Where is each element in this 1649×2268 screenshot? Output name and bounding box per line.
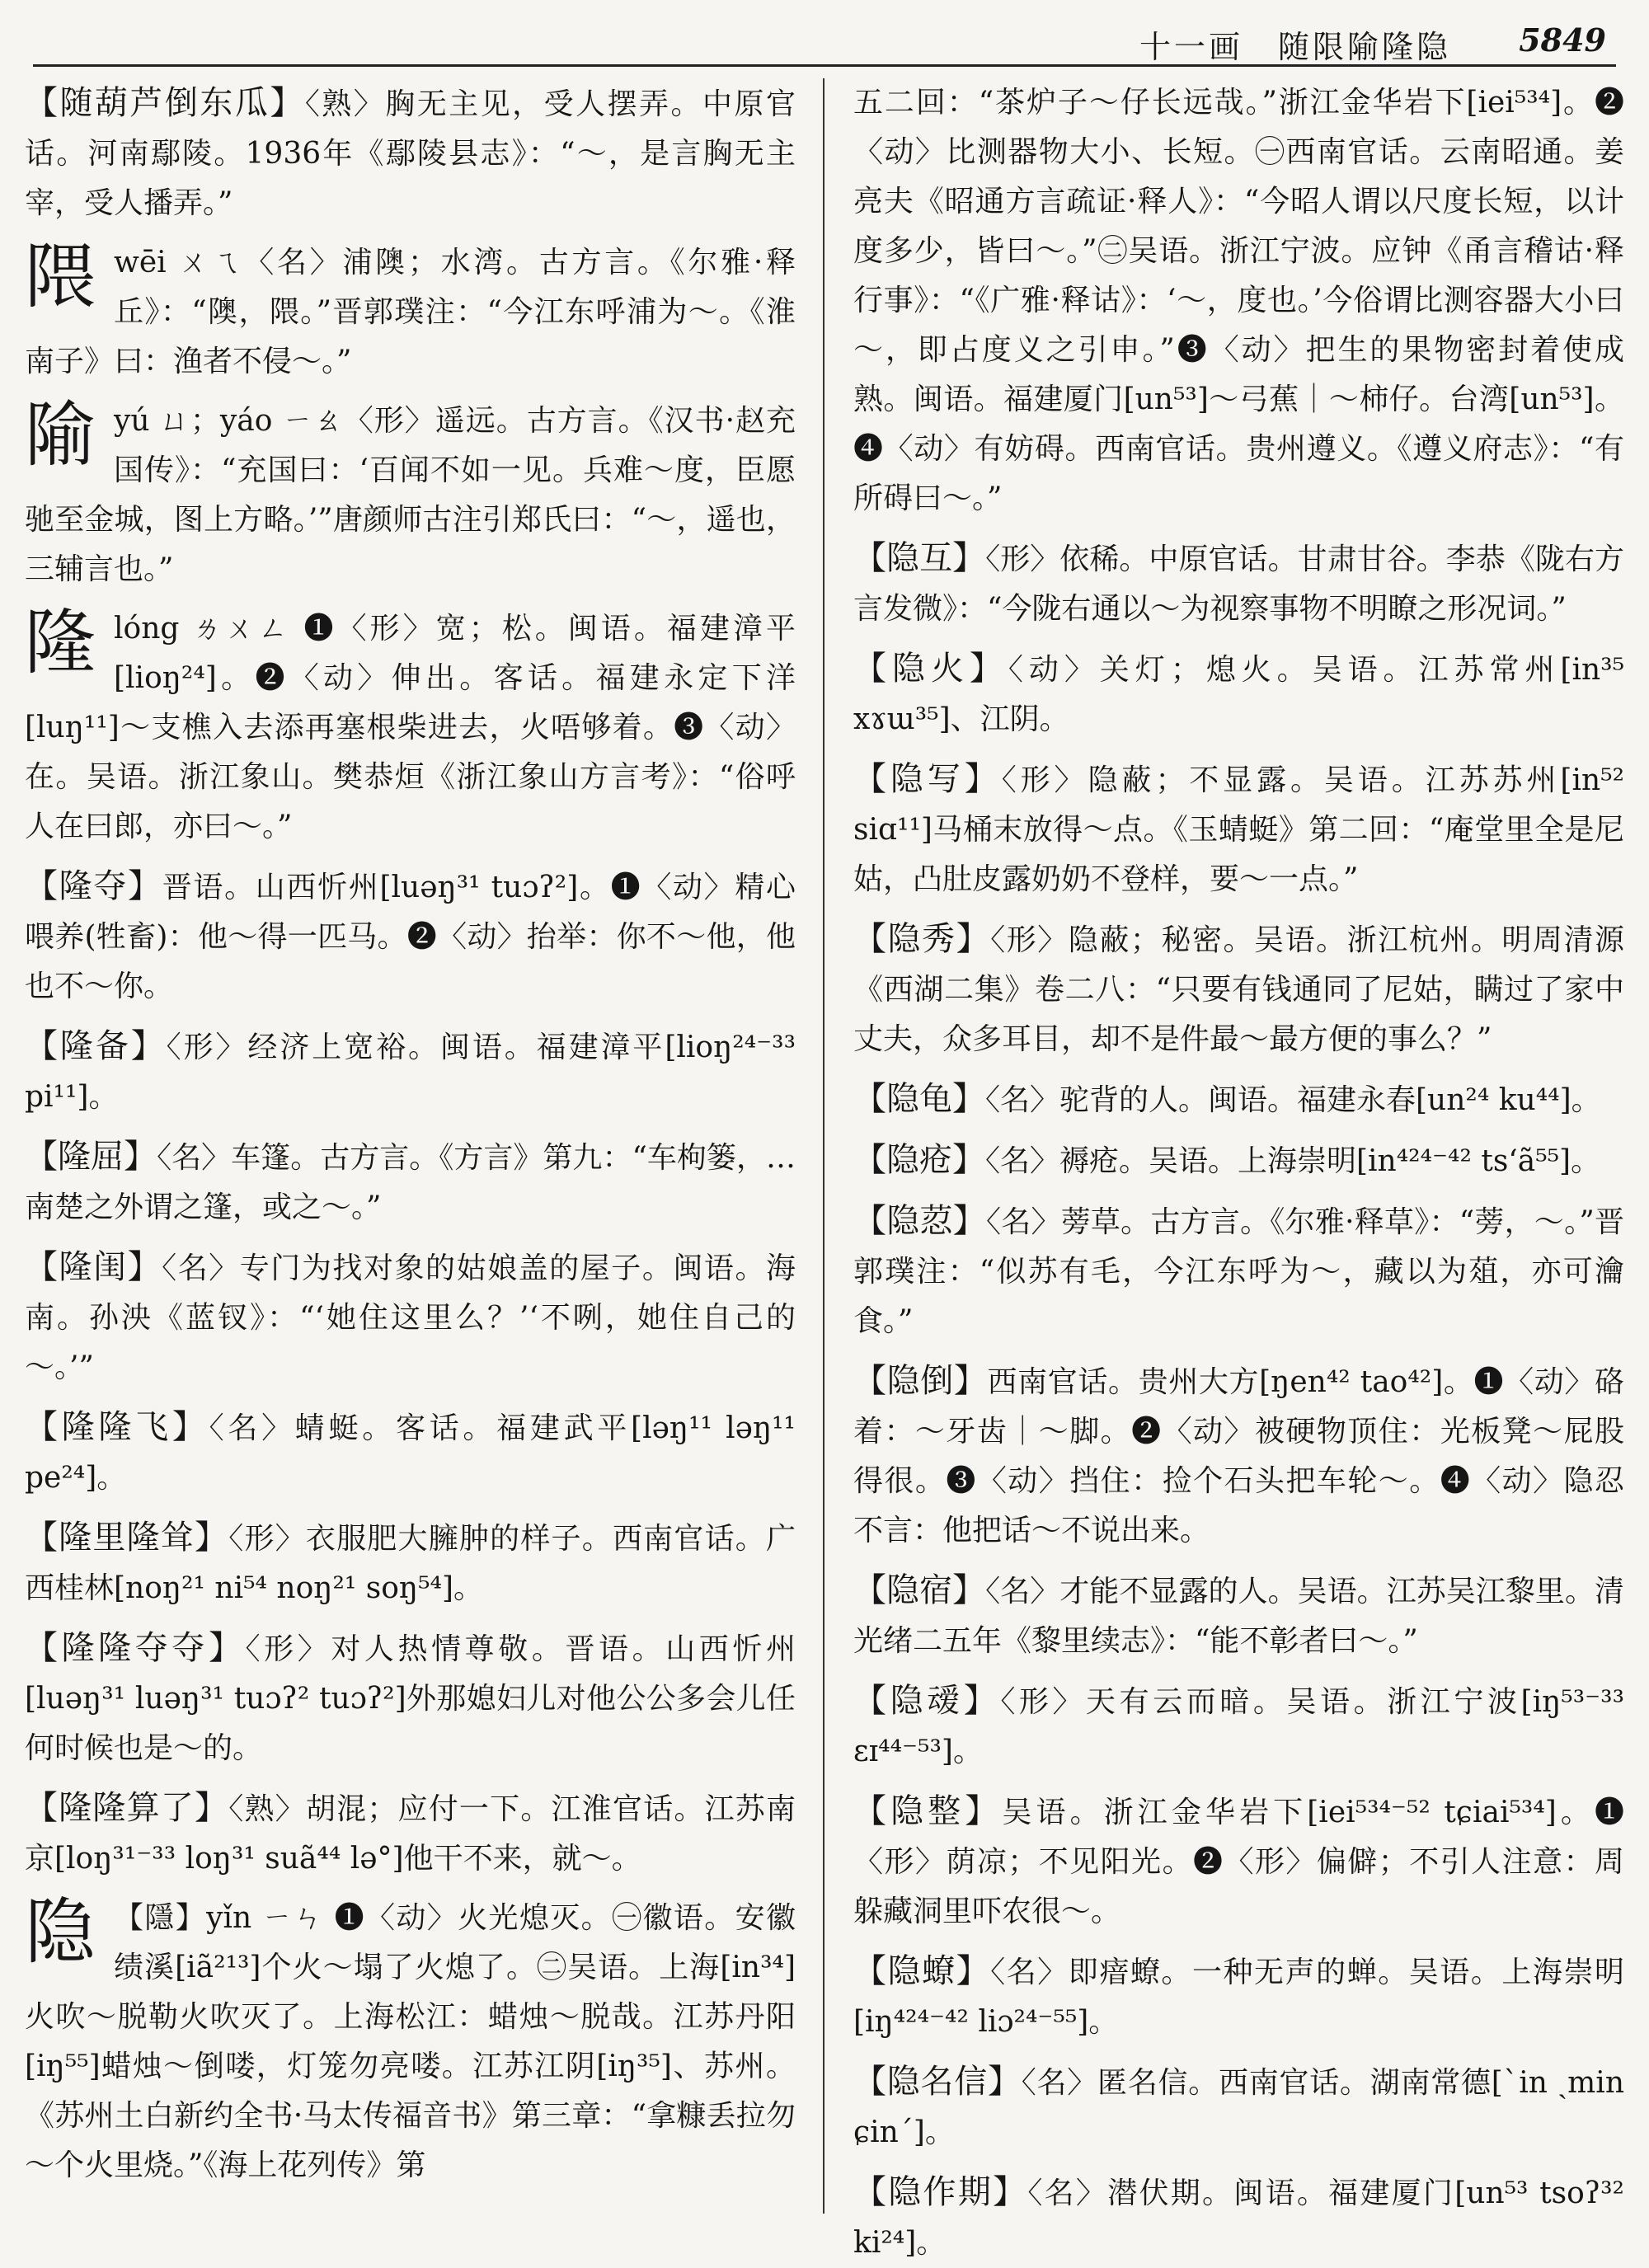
dictionary-entry (25, 1132, 796, 1233)
entry-definition: 〈形〉经济上宽裕。闽语。福建漳平[lioŋ²⁴⁻³³ pi¹¹]。 (25, 1031, 796, 1114)
character-entry (25, 394, 796, 594)
entry-headword: 【隐倒】 (853, 1362, 988, 1400)
dictionary-entry (25, 1402, 796, 1503)
dictionary-entry (25, 1623, 796, 1773)
entry-headword: 【隐火】 (853, 650, 1008, 688)
entry-headword: 【隐互】 (853, 539, 986, 577)
entry-continuation: 五二回：“茶炉子～仔长远哉。”浙江金华岩下[iei⁵³⁴]。❷〈动〉比测器物大小、长短。㊀西南官话。云南昭通。姜亮夫《昭通方言疏证·释人》：“今昭人谓以尺度长短，以计度多少，皆曰～。”㊁吴语。浙江宁波。应钟《甬言稽诂·释行事》：“《广雅·释诂》：‘～，度也。’今俗谓比测容器大小曰～，即占度义之引申。”❸〈动〉把生的果物密封着使成熟。闽语。福建厦门[un⁵³]～弓蕉｜～柿仔。台湾[un⁵³]。❹〈动〉有妨碍。西南官话。贵州遵义。《遵义府志》：“有所碍曰～。” (853, 86, 1624, 515)
dictionary-entry (25, 1783, 796, 1884)
entry-definition: 〈名〉褥疮。吴语。上海崇明[in⁴²⁴⁻⁴² tsʻã⁵⁵]。 (985, 1144, 1601, 1178)
entry-headword: 【隆备】 (25, 1027, 167, 1065)
entry-headword: 【随葫芦倒东瓜】 (25, 84, 305, 122)
entry-definition: 晋语。山西忻州[luəŋ³¹ tuɔʔ²]。❶〈动〉精心喂养(牲畜)：他～得一匹马。❷〈动〉抬举：你不～他，他也不～你。 (25, 871, 796, 1003)
entry-definition: 〈名〉潜伏期。闽语。福建厦门[un⁵³ tsoʔ³² ki²⁴]。 (853, 2176, 1624, 2260)
entry-definition: wēi ㄨㄟ〈名〉浦隩；水湾。古方言。《尔雅·释丘》：“隩，隈。”晋郭璞注：“今江东呼浦为～。《淮南子》曰：渔者不侵～。” (25, 246, 796, 378)
entry-headword: 【隐作期】 (853, 2173, 1028, 2211)
entry-definition: yú ㄩ；yáo ㄧㄠ〈形〉遥远。古方言。《汉书·赵充国传》：“充国曰：‘百闻不如一见。兵难～度，臣愿驰至金城，图上方略。’”唐颜师古注引郑氏曰：“～，遥也，三辅言也。” (25, 404, 796, 586)
head-character: 隆 (25, 602, 96, 684)
dictionary-entry (853, 1566, 1624, 1666)
entry-headword: 【隐写】 (853, 760, 1002, 798)
entry-definition: 〈形〉隐蔽；秘密。吴语。浙江杭州。明周清源《西湖二集》卷二八：“只要有钱通同了尼姑，瞒过了家中丈夫，众多耳目，却不是件最～最方便的事么？” (853, 923, 1624, 1056)
entry-definition: 〈形〉衣服肥大臃肿的样子。西南官话。广西桂林[noŋ²¹ ni⁵⁴ noŋ²¹ soŋ⁵⁴]。 (25, 1522, 796, 1605)
dictionary-entry (853, 644, 1624, 744)
dictionary-entry (25, 1242, 796, 1392)
entry-headword: 【隐龟】 (853, 1080, 985, 1118)
dictionary-entry (853, 1356, 1624, 1556)
right-column (853, 78, 1625, 2260)
dictionary-entry (853, 754, 1624, 904)
entry-headword: 【隆屈】 (25, 1138, 157, 1176)
dictionary-entry (853, 2167, 1624, 2268)
dictionary-entry (853, 1074, 1624, 1125)
entry-headword: 【隐蟟】 (853, 1952, 991, 1990)
entry-definition: 〈动〉关灯；熄火。吴语。江苏常州[in³⁵ xɤɯ³⁵]、江阴。 (853, 653, 1625, 736)
entry-headword: 【隆夺】 (25, 867, 162, 905)
entry-definition: 〈名〉专门为找对象的姑娘盖的屋子。闽语。海南。孙泱《蓝钗》：“‘她住这里么？’‘不咧，她住自己的～。’” (25, 1251, 796, 1384)
entry-headword: 【隐整】 (853, 1792, 1003, 1830)
entry-definition: 〈形〉隐蔽；不显露。吴语。江苏苏州[in⁵² siɑ¹¹]马桶末放得～点。《玉蜻蜓》第二回：“庵堂里全是尼姑，凸肚皮露奶奶不登样，要～一点。” (853, 763, 1625, 896)
entry-headword: 【隐叆】 (853, 1682, 1001, 1720)
entry-definition: 〈名〉即瘖蟟。一种无声的蝉。吴语。上海崇明[iŋ⁴²⁴⁻⁴² liɔ²⁴⁻⁵⁵]。 (853, 1956, 1624, 2039)
page-header (33, 18, 1616, 67)
head-character: 隈 (25, 236, 96, 318)
entry-definition: 〈熟〉胡混；应付一下。江淮官话。江苏南京[loŋ³¹⁻³³ loŋ³¹ suã⁴⁴ lə°]他干不来，就～。 (25, 1792, 796, 1876)
character-entry (25, 1891, 796, 2191)
entry-definition: 〈名〉蜻蜓。客话。福建武平[ləŋ¹¹ ləŋ¹¹ pe²⁴]。 (25, 1411, 796, 1495)
dictionary-entry (853, 2057, 1624, 2158)
entry-headword: 【隐名信】 (853, 2063, 1022, 2101)
character-entry (25, 238, 796, 387)
entry-headword: 【隆隆算了】 (25, 1789, 229, 1827)
dictionary-entry (853, 1135, 1624, 1186)
entry-definition: 〈名〉才能不显露的人。吴语。江苏吴江黎里。清光绪二五年《黎里续志》：“能不彰者曰～。” (853, 1575, 1624, 1658)
entry-headword: 【隐疮】 (853, 1141, 985, 1179)
dictionary-entry (25, 78, 796, 228)
dictionary-entry (25, 1513, 796, 1613)
entry-headword: 【隆隆夺夺】 (25, 1629, 246, 1667)
dictionary-entry (853, 1196, 1624, 1346)
dictionary-entry (853, 1676, 1624, 1777)
entry-definition: 〈名〉车篷。古方言。《方言》第九：“车枸篓，…南楚之外谓之篷，或之～。” (25, 1141, 796, 1224)
entry-definition: 吴语。浙江金华岩下[iei⁵³⁴⁻⁵² tɕiai⁵³⁴]。❶〈形〉荫凉；不见阳光。❷〈形〉偏僻；不引人注意：周躲藏洞里吓农很～。 (853, 1796, 1624, 1928)
left-column (25, 78, 796, 2214)
entry-definition: 〈形〉天有云而暗。吴语。浙江宁波[iŋ⁵³⁻³³ ɛɪ⁴⁴⁻⁵³]。 (853, 1685, 1624, 1768)
page-number: 5849 (1519, 21, 1606, 59)
entry-definition: 【隱】yǐn ㄧㄣ ❶〈动〉火光熄灭。㊀徽语。安徽绩溪[iã²¹³]个火～塌了火熄了。㊁吴语。上海[in³⁴]火吹～脱勒火吹灭了。上海松江：蜡烛～脱哉。江苏丹阳[iŋ⁵⁵]蜡烛～倒喽，灯笼勿亮喽。江苏江阴[iŋ³⁵]、苏州。《苏州土白新约全书·马太传福音书》第三章：“拿糠丢拉勿～个火里烧。”《海上花列传》第 (25, 1901, 796, 2182)
dictionary-entry (853, 914, 1624, 1064)
entry-headword: 【隐宿】 (853, 1571, 986, 1609)
column-divider (823, 78, 824, 2214)
entry-definition: 〈名〉驼背的人。闽语。福建永春[un²⁴ ku⁴⁴]。 (985, 1083, 1601, 1117)
character-entry (25, 604, 796, 852)
dictionary-entry (853, 1787, 1624, 1937)
entry-headword: 【隐荵】 (853, 1202, 986, 1240)
entry-definition: lóng ㄌㄨㄥ ❶〈形〉宽；松。闽语。福建漳平[lioŋ²⁴]。❷〈动〉伸出。客话。福建永定下洋[luŋ¹¹]～支樵入去添再塞根柴进去，火唔够着。❸〈动〉在。吴语。浙江象山。樊恭烜《浙江象山方言考》：“俗呼人在曰郎，亦曰～。” (25, 612, 796, 843)
entry-headword: 【隆闺】 (25, 1248, 162, 1286)
dictionary-entry (25, 1021, 796, 1122)
entry-headword: 【隆隆飞】 (25, 1408, 209, 1446)
entry-headword: 【隐秀】 (853, 920, 991, 958)
entry-headword: 【隆里隆耸】 (25, 1519, 229, 1557)
entry-definition: 西南官话。贵州大方[ŋen⁴² tao⁴²]。❶〈动〉硌着：～牙齿｜～脚。❷〈动〉被硬物顶住：光板凳～屁股得很。❸〈动〉挡住：捡个石头把车轮～。❹〈动〉隐忍不言：他把话～不说出来。 (853, 1365, 1625, 1547)
running-head: 十一画 随限隃隆隐 (1139, 29, 1451, 65)
entry-definition: 〈形〉依稀。中原官话。甘肃甘谷。李恭《陇右方言发微》：“今陇右通以～为视察事物不明瞭之形况词。” (853, 542, 1624, 626)
head-character: 隐 (25, 1891, 96, 1974)
entry-definition: 〈名〉蒡草。古方言。《尔雅·释草》：“蒡，～。”晋郭璞注：“似苏有毛，今江东呼为～，藏以为葅，亦可瀹食。” (853, 1205, 1624, 1338)
entry-definition: 〈形〉对人热情尊敬。晋语。山西忻州[luəŋ³¹ luəŋ³¹ tuɔʔ² tuɔʔ²]外那媳妇儿对他公公多会儿任何时候也是～的。 (25, 1632, 796, 1765)
dictionary-entry (853, 533, 1624, 634)
dictionary-entry (853, 1946, 1624, 2047)
entry-definition: 〈熟〉胸无主见，受人摆弄。中原官话。河南鄢陵。1936年《鄢陵县志》：“～，是言胸无主宰，受人播弄。” (25, 87, 796, 220)
entry-definition: 〈名〉匿名信。西南官话。湖南常德[ˋin ˏmin ɕinˊ]。 (853, 2066, 1624, 2149)
head-character: 隃 (25, 394, 96, 477)
dictionary-entry (25, 862, 796, 1012)
